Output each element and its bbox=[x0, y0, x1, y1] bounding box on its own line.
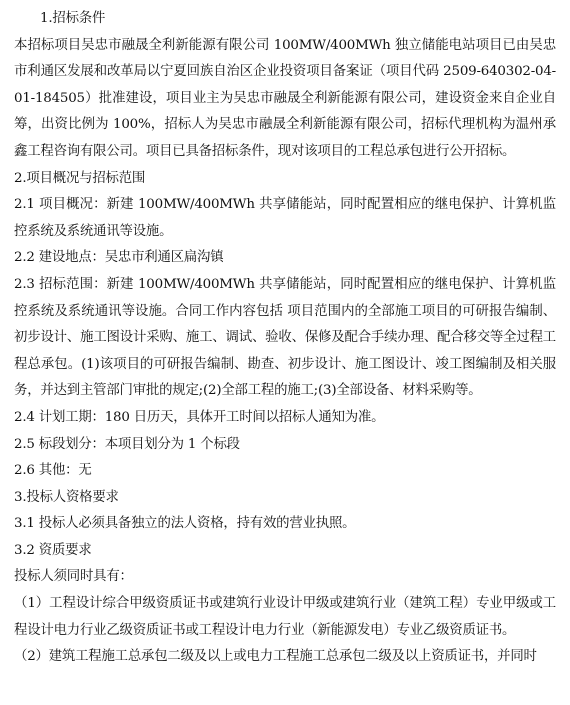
section-2-3-scope: 2.3 招标范围：新建 100MW/400MWh 共享储能站，同时配置相应的继电保护、计算机监控系统及系统通讯等设施。合同工作内容包括 项目范围内的全部施工项目的可研报告编制、初步设计、施工图设计采购、施工、调试、验收、保修及配合手续办理、配合移交等全过程工程总承包。(1)该项目的可研报告编制、勘查、初步设计、施工图设计、竣工图编制及相关服务，并达到主管部门审批的规定;(2)全部工程的施工;(3)全部设备、材料采购等。 bbox=[14, 276, 556, 399]
section-3-2-intro: 投标人须同时具有： bbox=[14, 569, 133, 585]
section-3-1-legal: 3.1 投标人必须具备独立的法人资格，持有效的营业执照。 bbox=[14, 516, 356, 532]
section-1-heading: 1.招标条件 bbox=[40, 11, 106, 26]
section-3-2-heading: 3.2 资质要求 bbox=[14, 542, 92, 558]
section-2-5-lots: 2.5 标段划分：本项目划分为 1 个标段 bbox=[14, 436, 240, 452]
section-2-6-other: 2.6 其他：无 bbox=[14, 463, 92, 479]
section-3-2-item-2: （2）建筑工程施工总承包二级及以上或电力工程施工总承包二级及以上资质证书，并同时 bbox=[14, 649, 537, 665]
section-3-heading: 3.投标人资格要求 bbox=[14, 489, 119, 505]
section-2-4-schedule: 2.4 计划工期：180 日历天，具体开工时间以招标人通知为准。 bbox=[14, 409, 385, 425]
section-1-body: 本招标项目吴忠市融晟全利新能源有限公司 100MW/400MWh 独立储能电站项目已由吴忠市利通区发展和改革局以宁夏回族自治区企业投资项目备案证（项目代码 2509-640302-04-01-184505）批准建设，项目业主为吴忠市融晟全利新能源有限公司，建设资金来自企业自筹，出资比例为 100%，招标人为吴忠市融晟全利新能源有限公司，招标代理机构为温州承鑫工程咨询有限公司。项目已具备招标条件，现对该项目的工程总承包进行公开招标。 bbox=[14, 37, 556, 159]
section-3-2-item-1: （1）工程设计综合甲级资质证书或建筑行业设计甲级或建筑行业（建筑工程）专业甲级或工程设计电力行业乙级资质证书或工程设计电力行业（新能源发电）专业乙级资质证书。 bbox=[14, 596, 556, 638]
section-2-heading: 2.项目概况与招标范围 bbox=[14, 170, 146, 186]
section-2-2-location: 2.2 建设地点：吴忠市利通区扁沟镇 bbox=[14, 250, 224, 266]
section-2-1-overview: 2.1 项目概况：新建 100MW/400MWh 共享储能站，同时配置相应的继电保护、计算机监控系统及系统通讯等设施。 bbox=[14, 197, 556, 239]
